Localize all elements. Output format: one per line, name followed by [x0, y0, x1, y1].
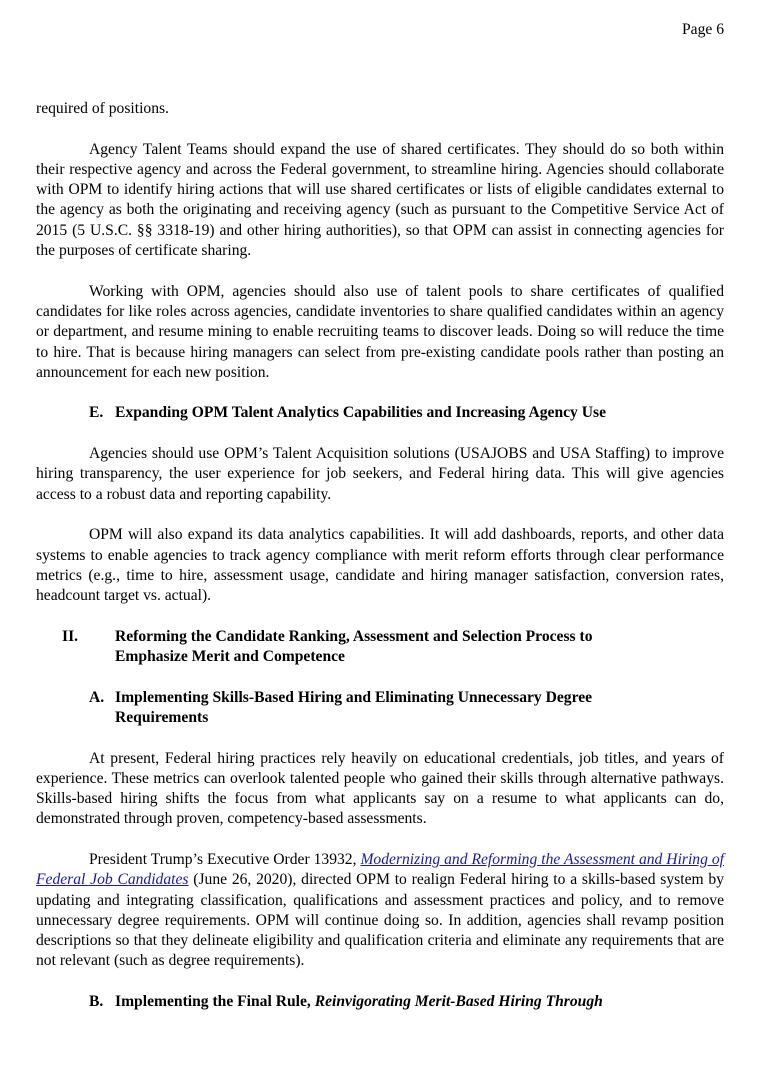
paragraph-shared-certificates: Agency Talent Teams should expand the use of shared certificates. They should do so both within their respective agency and across the Federal government, to streamline hiring. Agencies should collaborate with OPM to identify hiring actions that will use shared certificates or lists of eligible candidates external to the agency as both the originating and receiving agency (such as pursuant to the Competitive Service Act of 2015 (5 U.S.C. §§ 3318-19) and other hiring authorities), so that OPM can assist in connecting agencies for the purposes of certificate sharing.: [36, 140, 724, 260]
section-label-e: E.: [89, 404, 104, 422]
paragraph-data-analytics: OPM will also expand its data analytics capabilities. It will add dashboards, reports, and other data systems to enable agencies to track agency compliance with merit reform efforts through clear performance metrics (e.g., time to hire, assessment usage, candidate and hiring manager satisfaction, conversion rates, headcount target vs. actual).: [36, 526, 724, 605]
section-title-b: [115, 992, 724, 1012]
section-label-a: A.: [89, 688, 105, 706]
paragraph-carryover: required of positions.: [36, 100, 169, 117]
section-title-b-italic: Reinvigorating Merit-Based Hiring Through: [314, 993, 603, 1011]
document-page: [36, 99, 724, 1033]
paragraph-executive-order: [36, 850, 724, 972]
paragraph-talent-pools: Working with OPM, agencies should also use of talent pools to share certificates of qualified candidates for like roles across agencies, candidate inventories to share qualified candidates within an agency or department, and resume mining to enable recruiting teams to discover leads. Doing so will reduce the time to hire. That is because hiring managers can select from pre-existing candidate pools rather than posting an announcement for each new position.: [36, 282, 724, 381]
section-label-b: B.: [89, 993, 104, 1011]
section-heading-a: [36, 688, 724, 729]
paragraph-talent-acquisition: Agencies should use OPM’s Talent Acquisition solutions (USAJOBS and USA Staffing) to improve hiring transparency, the user experience for job seekers, and Federal hiring data. This will give agencies access to a robust data and reporting capability.: [36, 445, 724, 503]
section-title-b-plain: Implementing the Final Rule,: [115, 993, 315, 1011]
section-title-a: Implementing Skills-Based Hiring and Eliminating Unnecessary Degree Requirements: [115, 688, 593, 726]
section-label-ii: II.: [62, 627, 79, 645]
section-title-e: Expanding OPM Talent Analytics Capabilities and Increasing Agency Use: [115, 404, 606, 422]
section-title-ii: Reforming the Candidate Ranking, Assessment and Selection Process to Emphasize Merit and Competence: [115, 627, 593, 666]
page-number: Page 6: [681, 21, 724, 38]
section-heading-e: [36, 403, 724, 423]
section-heading-b: [36, 992, 724, 1012]
paragraph-skills-based-hiring: At present, Federal hiring practices rely heavily on educational credentials, job titles, and years of experience. These metrics can overlook talented people who gained their skills through alternative pathways. Skills-based hiring shifts the focus from what applicants say on a resume to what applicants can do, demonstrated through proven, competency-based assessments.: [36, 749, 724, 828]
eo-text-before: President Trump’s Executive Order 13932,: [89, 850, 361, 868]
eo-text-after: (June 26, 2020), directed OPM to realign Federal hiring to a skills-based system by updating and integrating classification, qualifications and assessment practices and policy, and to remove unnecessary degree requirements. OPM will continue doing so. In addition, agencies shall revamp position descriptions so that they delineate eligibility and qualification criteria and eliminate any requirements that are not relevant (such as degree requirements).: [36, 871, 724, 970]
executive-order-link[interactable]: Modernizing and Reforming the Assessment and Hiring of Federal Job Candidates: [36, 850, 724, 889]
section-heading-ii: [36, 627, 724, 668]
